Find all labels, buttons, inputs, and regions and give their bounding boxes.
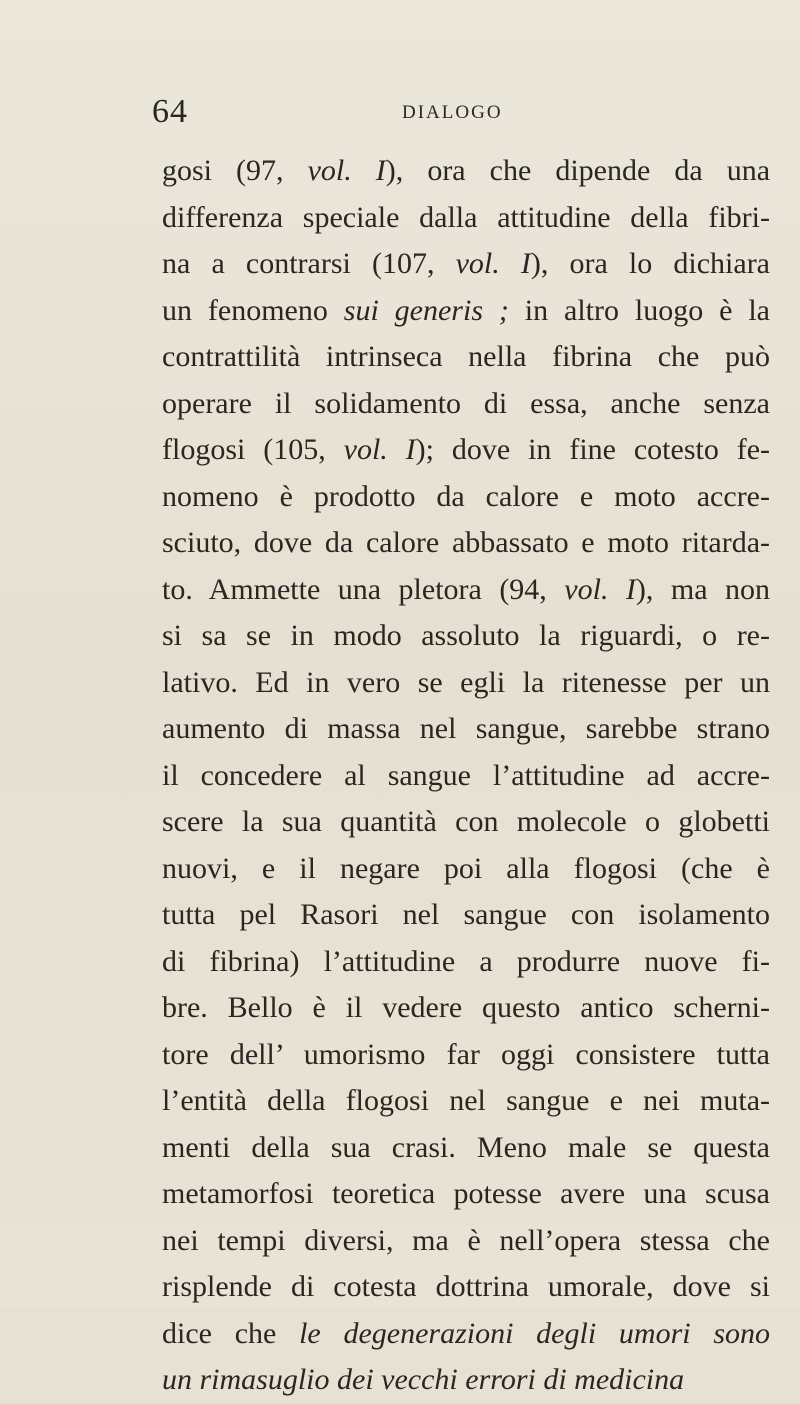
text-line	[162, 846, 770, 893]
italic-text: le degenerazioni degli umori sono	[299, 1316, 770, 1350]
text-segment: scere la sua quantità con molecole o globetti	[162, 805, 770, 838]
running-head: DIALOGO	[402, 102, 503, 123]
italic-text: sui generis ;	[343, 293, 509, 327]
text-line	[162, 985, 770, 1032]
text-segment: contrattilità intrinseca nella fibrina che può	[162, 340, 770, 373]
text-segment: metamorfosi teoretica potesse avere una scusa	[162, 1177, 770, 1210]
text-segment: differenza speciale dalla attitudine della fibri-	[162, 200, 770, 234]
text-line	[162, 660, 770, 707]
text-line	[162, 706, 770, 753]
text-line	[162, 427, 770, 474]
text-line	[162, 520, 770, 567]
text-segment: dice che	[162, 1316, 300, 1350]
text-line	[162, 613, 770, 660]
text-segment: risplende di cotesta dottrina umorale, dove si	[162, 1270, 770, 1303]
text-line	[162, 1032, 770, 1079]
text-line	[162, 1078, 770, 1125]
text-segment: nomeno è prodotto da calore e moto accre-	[162, 479, 770, 513]
text-segment: nuovi, e il negare poi alla flogosi (che è	[162, 851, 770, 885]
text-line	[162, 753, 770, 800]
text-segment: nei tempi diversi, ma è nell’opera stessa che	[162, 1223, 770, 1257]
text-line	[162, 474, 770, 521]
page-header	[150, 92, 790, 142]
text-segment: ), ora lo dichiara	[530, 247, 770, 280]
text-line	[162, 381, 770, 428]
italic-text: vol. I	[307, 154, 386, 187]
text-line	[162, 939, 770, 986]
text-line	[162, 892, 770, 939]
text-segment: aumento di massa nel sangue, sarebbe strano	[162, 712, 770, 745]
text-segment: menti della sua crasi. Meno male se questa	[162, 1130, 770, 1164]
text-line	[162, 1264, 770, 1311]
text-segment: si sa se in modo assoluto la riguardi, o re-	[162, 619, 770, 652]
italic-text: vol. I	[343, 433, 416, 466]
text-segment: gosi (97,	[162, 154, 308, 187]
text-segment: l’entità della flogosi nel sangue e nei muta-	[162, 1084, 770, 1117]
text-segment: il concedere al sangue l’attitudine ad accre-	[162, 758, 770, 792]
text-segment: ), ma non	[635, 572, 771, 606]
text-line	[162, 334, 770, 381]
text-line	[162, 288, 770, 335]
text-line	[162, 799, 770, 846]
text-line	[162, 567, 770, 614]
body-text	[162, 148, 770, 1404]
italic-text: vol. I	[564, 572, 636, 606]
text-line	[162, 1125, 770, 1172]
text-line	[162, 241, 770, 288]
text-line	[162, 1357, 770, 1404]
text-segment: sciuto, dove da calore abbassato e moto ritarda-	[162, 526, 770, 559]
text-line	[162, 195, 770, 242]
text-segment: tore dell’ umorismo far oggi consistere tutta	[162, 1037, 770, 1071]
text-segment: in altro luogo è la	[508, 293, 770, 327]
text-line	[162, 1311, 770, 1358]
text-segment: to. Ammette una pletora (94,	[162, 572, 565, 606]
text-segment: na a contrarsi (107,	[162, 247, 456, 280]
text-segment: tutta pel Rasori nel sangue con isolamento	[162, 898, 770, 931]
text-segment: flogosi (105,	[162, 433, 344, 466]
text-line	[162, 1171, 770, 1218]
text-segment: un fenomeno	[162, 293, 344, 327]
text-segment: di fibrina) l’attitudine a produrre nuove fi-	[162, 944, 770, 978]
text-line	[162, 1218, 770, 1265]
italic-text: un rimasuglio dei vecchi errori di medicina	[162, 1363, 685, 1396]
text-segment: ); dove in fine cotesto fe-	[415, 433, 771, 466]
text-segment: ), ora che dipende da una	[385, 154, 771, 187]
text-segment: bre. Bello è il vedere questo antico scherni-	[162, 991, 770, 1024]
text-line	[162, 148, 770, 195]
text-segment: operare il solidamento di essa, anche senza	[162, 386, 770, 420]
italic-text: vol. I	[455, 247, 531, 280]
text-segment: lativo. Ed in vero se egli la ritenesse per un	[162, 665, 770, 699]
page-number: 64	[152, 93, 188, 130]
